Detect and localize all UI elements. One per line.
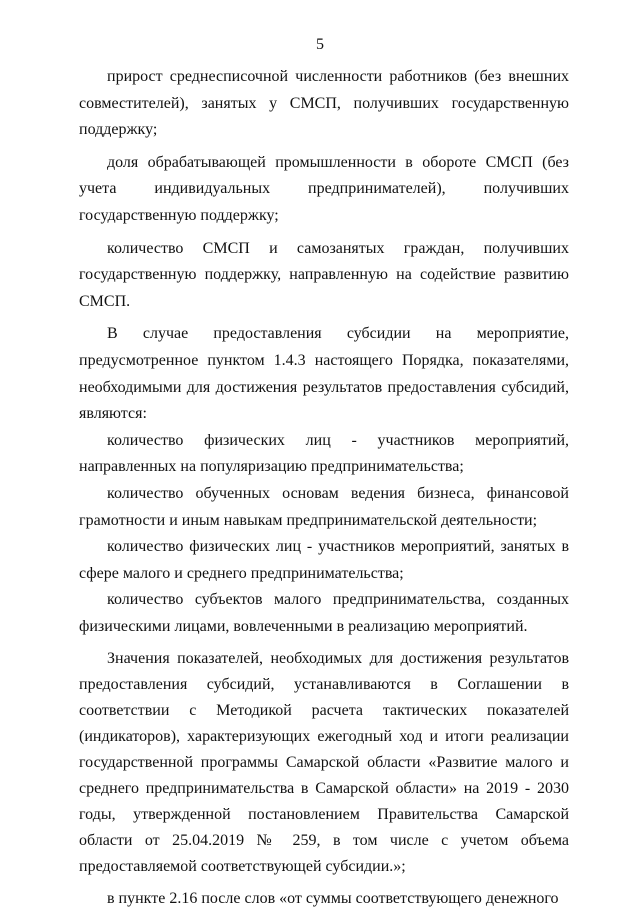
paragraph-8: количество субъектов малого предпринимательства, созданных физическими лицами, вовлеченными в реализацию мероприятий.	[79, 591, 569, 635]
paragraph-6: количество обученных основам ведения бизнеса, финансовой грамотности и иным навыкам предпринимательской деятельности;	[79, 484, 569, 529]
paragraph-4: В случае предоставления субсидии на мероприятие, предусмотренное пунктом 1.4.3 настоящего Порядка, показателями, необходимыми для достижения результатов предоставления субсидий, являются:	[79, 325, 569, 423]
paragraph-10: в пункте 2.16 после слов «от суммы соответствующего денежного	[107, 890, 559, 908]
paragraph-2: доля обрабатывающей промышленности в обороте СМСП (без учета индивидуальных предпринимателей), получивших государственную поддержку;	[79, 153, 569, 224]
paragraph-5: количество физических лиц - участников мероприятий, направленных на популяризацию предпринимательства;	[79, 431, 569, 476]
document-body	[79, 64, 569, 913]
paragraph-7: количество физических лиц - участников мероприятий, занятых в сфере малого и среднего предпринимательства;	[79, 538, 569, 582]
paragraph-1: прирост среднесписочной численности работников (без внешних совместителей), занятых у СМСП, получивших государственную поддержку;	[79, 68, 569, 139]
paragraph-9: Значения показателей, необходимых для достижения результатов предоставления субсидий, устанавливаются в Соглашении в соответствии с Методикой расчета тактических показателей (индикаторов), характеризующих ежегодный ход и итоги реализации государственной программы Самарской области «Развитие малого и среднего предпринимательства в Самарской области» на 2019 - 2030 годы, утвержденной постановлением Правительства Самарской области от 25.04.2019 № 259, в том числе с учетом объема предоставляемой соответствующей субсидии.»;	[79, 650, 569, 876]
page-number: 5	[316, 36, 324, 53]
paragraph-3: количество СМСП и самозанятых граждан, получивших государственную поддержку, направленную на содействие развитию СМСП.	[79, 239, 569, 310]
